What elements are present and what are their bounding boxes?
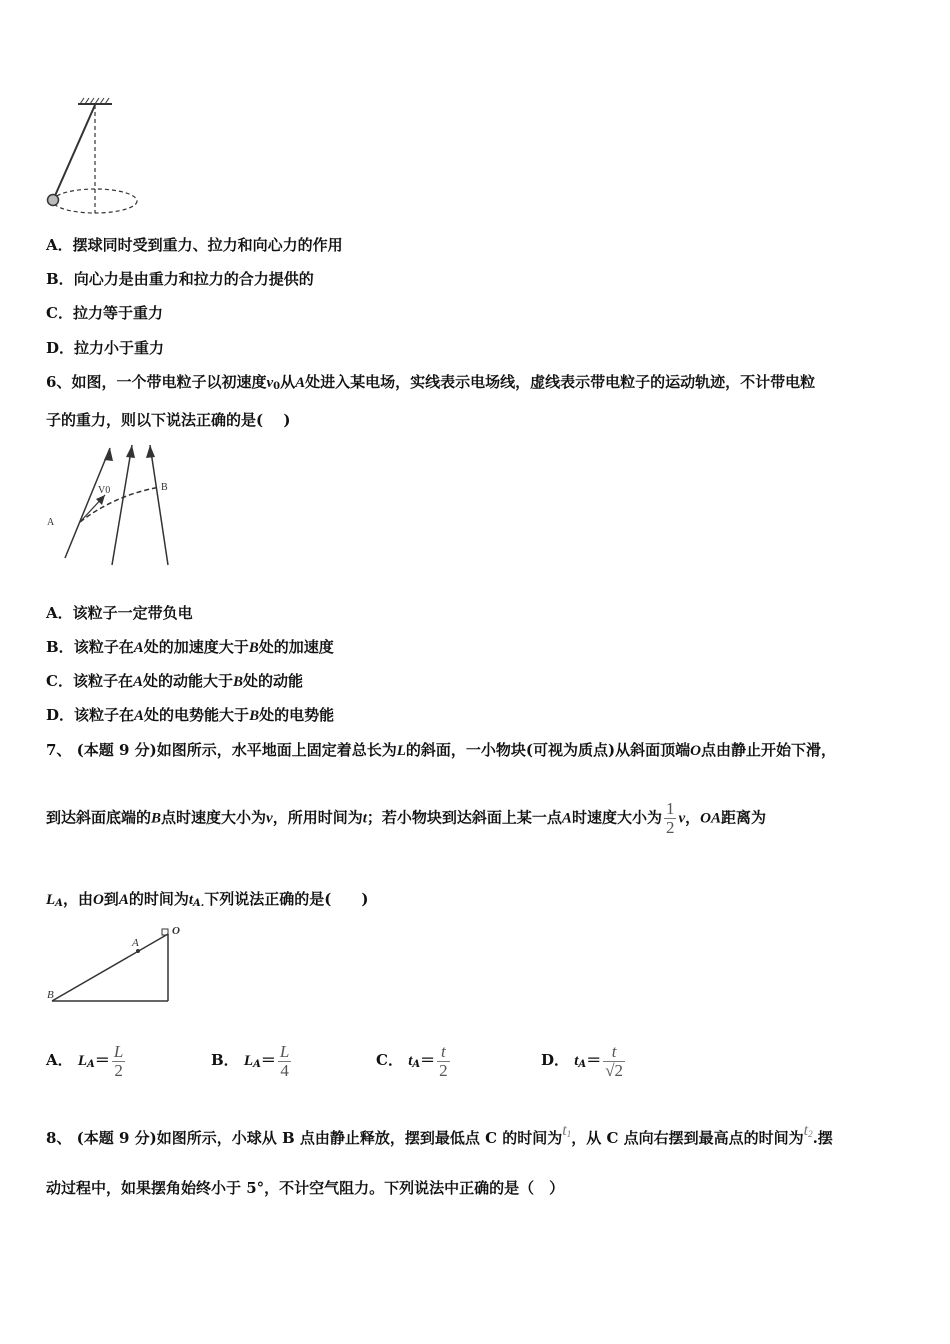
q6-option-d[interactable]: D．该粒子在A处的电势能大于B处的电势能 [46,706,335,724]
q6-option-a[interactable]: A．该粒子一定带负电 [46,604,193,622]
figure-label-b: B [47,989,54,1001]
q5-option-d[interactable]: D．拉力小于重力 [46,339,165,357]
q7-stem-line-1: 7、 (本题 9 分)如图所示，水平地面上固定着总长为L的斜面，一小物块(可视为质点)从斜面顶端O点由静止开始下滑， [46,741,836,759]
figure-label-o: O [172,925,180,937]
q7-stem-line-2: 到达斜面底端的B点时速度大小为v，所用时间为t；若小物块到达斜面上某一点A时速度大小为 $\frac{1}{2}$ v，OA距离为 [46,799,766,837]
q7-stem-line-3: $L_A$，由O到A的时间为$t_{A.}$下列说法正确的是( ) [46,890,369,909]
q7-option-d[interactable]: D． $t_A=$ $\frac{t}{√2}$ [541,1041,624,1080]
q6-number: 6、 [46,373,72,391]
q5-option-a[interactable]: A．摆球同时受到重力、拉力和向心力的作用 [46,236,343,254]
q5-option-b[interactable]: B．向心力是由重力和拉力的合力提供的 [46,270,314,288]
electric-field-figure [40,440,180,572]
q8-stem-line-2: 动过程中，如果摆角始终小于 5°，不计空气阻力。下列说法中正确的是（ ） [46,1179,565,1197]
half-fraction: $\frac{1}{2}$ [665,799,675,837]
q8-number: 8、 [46,1129,72,1147]
figure-label-b: B [161,482,168,493]
q7-option-b[interactable]: B． $L_A=$ $\frac{L}{4}$ [211,1041,290,1080]
q6-option-b[interactable]: B．该粒子在A处的加速度大于B处的加速度 [46,638,334,656]
q8-stem-line-1: 8、 (本题 9 分)如图所示，小球从 B 点由静止释放，摆到最低点 C 的时间为$t_1$，从 C 点向右摆到最高点的时间为$t_2$.摆 [46,1122,833,1147]
q6-option-c[interactable]: C．该粒子在A处的动能大于B处的动能 [46,672,304,690]
q7-option-c[interactable]: C． $t_A=$ $\frac{t}{2}$ [376,1041,448,1080]
conical-pendulum-figure [40,95,150,220]
figure-label-a: A [132,937,139,949]
q6-stem-line-1: 6、如图，一个带电粒子以初速度$v_0$从A处进入某电场，实线表示电场线，虚线表示带电粒子的运动轨迹，不计带电粒 [46,373,816,392]
figure-label-v0: V0 [98,485,111,496]
q5-option-c[interactable]: C．拉力等于重力 [46,304,163,322]
q7-number: 7、 [46,741,72,759]
figure-label-a: A [47,517,55,528]
q7-option-a[interactable]: A． $L_A=$ $\frac{L}{2}$ [46,1041,124,1080]
incline-figure [40,922,190,1010]
q6-stem-line-2: 子的重力，则以下说法正确的是( ) [46,411,291,429]
